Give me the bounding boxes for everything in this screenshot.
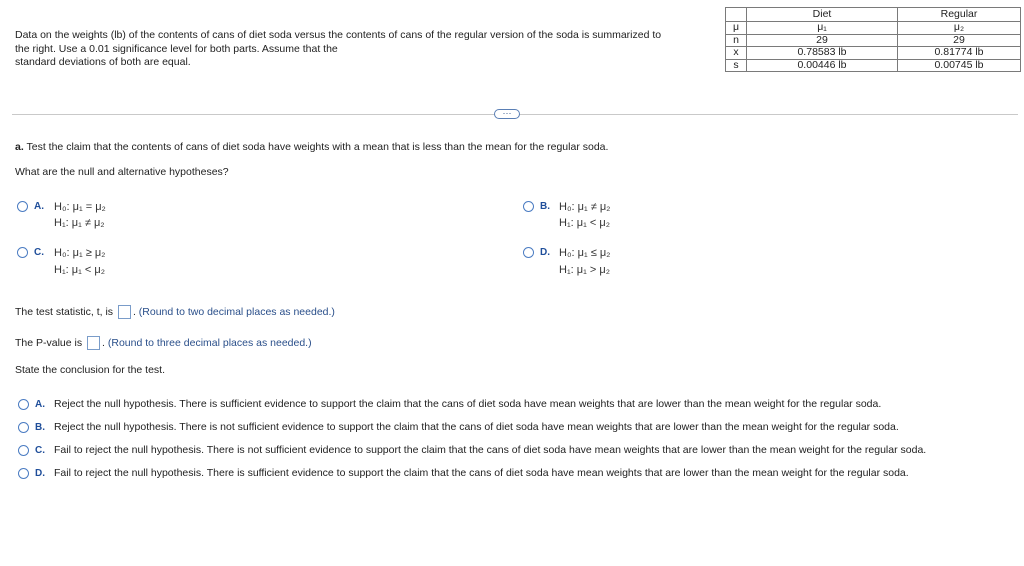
- row-label: μ: [726, 22, 747, 35]
- conclusion-text: Fail to reject the null hypothesis. There is not sufficient evidence to support the claim that the cans of diet soda have mean weights that are lower than the mean weight for the regular soda.: [54, 444, 927, 456]
- table-header-diet: Diet: [747, 8, 898, 22]
- table-row: [726, 22, 1021, 35]
- part-a-question: [15, 141, 608, 153]
- part-a-label: a.: [15, 141, 24, 153]
- p-value-hint: (Round to three decimal places as needed.): [107, 336, 312, 349]
- radio-option-d[interactable]: [523, 247, 534, 258]
- table-header-row: [726, 8, 1021, 22]
- alt-hypothesis: H₁: μ₁ ≠ μ₂: [54, 217, 105, 229]
- cell-regular: 29: [898, 34, 1021, 47]
- conclusion-text: Reject the null hypothesis. There is not sufficient evidence to support the claim that the cans of diet soda have mean weights that are lower than the mean weight for the regular soda.: [54, 421, 899, 433]
- table-header-blank: [726, 8, 747, 22]
- row-label: n: [726, 34, 747, 47]
- null-hypothesis: H₀: μ₁ = μ₂: [54, 201, 106, 213]
- row-label: x: [726, 47, 747, 60]
- intro-line-3: standard deviations of both are equal.: [15, 56, 191, 68]
- option-letter: B.: [540, 201, 550, 212]
- cell-diet: 29: [747, 34, 898, 47]
- radio-option-a[interactable]: [17, 201, 28, 212]
- option-letter: D.: [540, 247, 550, 258]
- cell-regular: 0.81774 lb: [898, 47, 1021, 60]
- problem-intro: [15, 29, 715, 70]
- table-row: [726, 34, 1021, 47]
- radio-option-c[interactable]: [17, 247, 28, 258]
- test-statistic-line: [15, 305, 335, 319]
- p-value-input[interactable]: [87, 336, 100, 350]
- null-hypothesis: H₀: μ₁ ≤ μ₂: [559, 247, 611, 259]
- null-hypothesis: H₀: μ₁ ≠ μ₂: [559, 201, 611, 213]
- cell-regular: μ₂: [898, 22, 1021, 35]
- hypotheses-prompt: What are the null and alternative hypotheses?: [15, 166, 229, 178]
- conclusion-text: Fail to reject the null hypothesis. There is sufficient evidence to support the claim that the cans of diet soda have mean weights that are lower than the mean weight for the regular soda.: [54, 467, 909, 479]
- data-table: [725, 7, 1021, 72]
- part-a-question-text: Test the claim that the contents of cans of diet soda have weights with a mean that is less than the mean for the regular soda.: [26, 141, 609, 153]
- p-value-period: .: [102, 336, 105, 349]
- cell-diet: μ₁: [747, 22, 898, 35]
- option-letter: C.: [35, 445, 45, 456]
- radio-conclusion-a[interactable]: [18, 399, 29, 410]
- null-hypothesis: H₀: μ₁ ≥ μ₂: [54, 247, 106, 259]
- option-letter: D.: [35, 468, 45, 479]
- alt-hypothesis: H₁: μ₁ > μ₂: [559, 264, 610, 276]
- p-value-label: The P-value is: [15, 336, 83, 349]
- option-letter: C.: [34, 247, 44, 258]
- option-letter: B.: [35, 422, 45, 433]
- radio-option-b[interactable]: [523, 201, 534, 212]
- conclusion-prompt: State the conclusion for the test.: [15, 364, 166, 376]
- option-letter: A.: [35, 399, 45, 410]
- intro-line-2: the right. Use a 0.01 significance level for both parts. Assume that the: [15, 42, 338, 55]
- conclusion-text: Reject the null hypothesis. There is sufficient evidence to support the claim that the cans of diet soda have mean weights that are lower than the mean weight for the regular soda.: [54, 398, 882, 410]
- table-row: [726, 47, 1021, 60]
- radio-conclusion-d[interactable]: [18, 468, 29, 479]
- alt-hypothesis: H₁: μ₁ < μ₂: [559, 217, 610, 229]
- radio-conclusion-c[interactable]: [18, 445, 29, 456]
- option-letter: A.: [34, 201, 44, 212]
- cell-regular: 0.00745 lb: [898, 59, 1021, 72]
- p-value-line: [15, 336, 312, 350]
- test-statistic-input[interactable]: [118, 305, 131, 319]
- test-statistic-label: The test statistic, t, is: [15, 305, 114, 318]
- test-statistic-period: .: [132, 305, 136, 318]
- row-label: s: [726, 59, 747, 72]
- expand-more-button[interactable]: ···: [494, 109, 520, 119]
- test-statistic-hint: (Round to two decimal places as needed.): [138, 305, 335, 318]
- cell-diet: 0.00446 lb: [747, 59, 898, 72]
- radio-conclusion-b[interactable]: [18, 422, 29, 433]
- cell-diet: 0.78583 lb: [747, 47, 898, 60]
- alt-hypothesis: H₁: μ₁ < μ₂: [54, 264, 105, 276]
- table-row: [726, 59, 1021, 72]
- intro-line-1: Data on the weights (lb) of the contents of cans of diet soda versus the contents of cans of the regular version of the soda is summarized to: [15, 29, 662, 41]
- table-header-regular: Regular: [898, 8, 1021, 22]
